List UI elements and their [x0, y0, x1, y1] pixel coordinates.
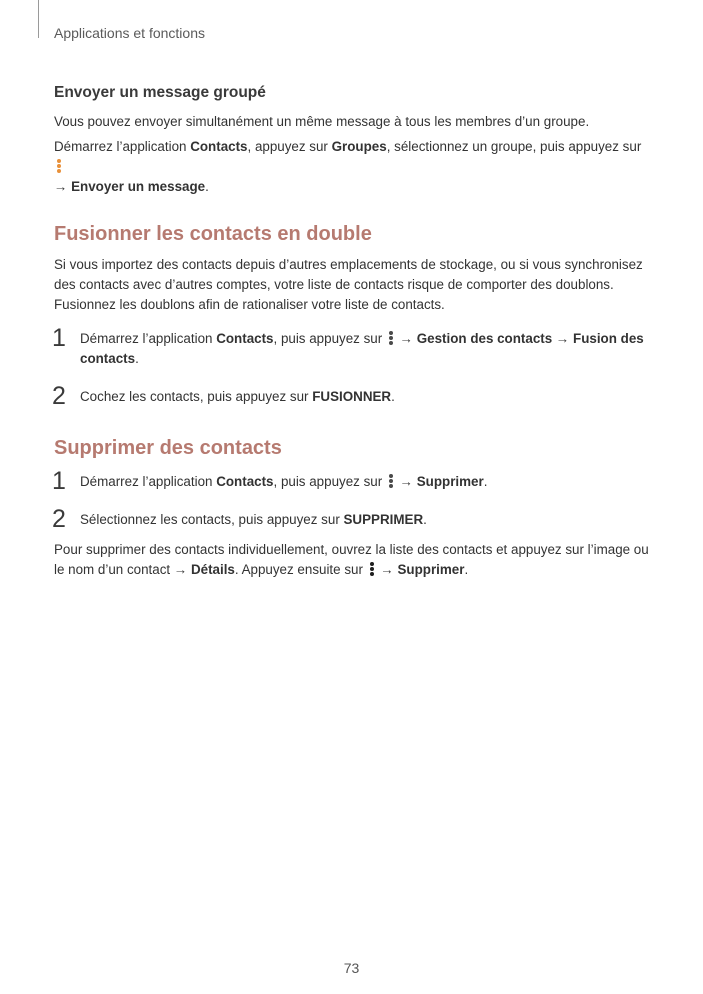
- merge-step-2: [52, 382, 654, 410]
- contacts-label: Contacts: [216, 331, 274, 346]
- more-options-icon: [57, 159, 61, 173]
- header-rule: [38, 0, 39, 38]
- merge-section-heading: Fusionner les contacts en double: [54, 223, 372, 245]
- text: . Appuyez ensuite sur: [234, 562, 367, 577]
- merge-step-1: [52, 324, 654, 369]
- text: .: [423, 512, 427, 527]
- text: .: [483, 474, 488, 489]
- gestion-label: Gestion des contacts: [416, 331, 553, 346]
- details-label: Détails: [190, 562, 235, 577]
- merge-intro: Si vous importez des contacts depuis d’autres emplacements de stockage, ou si vous synchronisez des contacts avec d’autres comptes, votre liste de contacts risque de comporter des doublons. Fusionnez les doublons afin de rationaliser votre liste de contacts.: [54, 257, 643, 312]
- text: .: [135, 351, 139, 366]
- fusion-label: Fusion des contacts: [80, 331, 644, 366]
- text: , appuyez sur: [247, 139, 332, 154]
- more-options-icon: [389, 331, 393, 345]
- step-number: 2: [52, 505, 66, 533]
- more-options-icon: [389, 474, 393, 488]
- text: Sélectionnez les contacts, puis appuyez sur: [80, 512, 344, 527]
- delete-step-1: [52, 467, 654, 495]
- text: Pour supprimer des contacts individuellement, ouvrez la liste des contacts et appuyez sur l’image ou le nom d’un contact: [54, 542, 649, 577]
- step-number: 1: [52, 324, 66, 352]
- arrow: →: [395, 474, 417, 489]
- group-message-heading: Envoyer un message groupé: [54, 84, 266, 101]
- more-options-icon: [370, 562, 374, 576]
- arrow: →: [54, 179, 72, 194]
- contacts-label: Contacts: [190, 139, 248, 154]
- delete-section-heading: Supprimer des contacts: [54, 437, 282, 459]
- text: , puis appuyez sur: [273, 331, 386, 346]
- step-text: [80, 387, 654, 407]
- text: Démarrez l’application: [54, 139, 191, 154]
- page-number: 73: [343, 960, 360, 976]
- step-number: 2: [52, 382, 66, 410]
- contacts-label: Contacts: [216, 474, 274, 489]
- arrow: →: [173, 562, 191, 577]
- step-number: 1: [52, 467, 66, 495]
- step-text: [80, 510, 654, 530]
- group-message-instructions: [54, 137, 654, 197]
- text: .: [205, 179, 209, 194]
- text: .: [391, 389, 395, 404]
- arrow: →: [395, 331, 417, 346]
- fusionner-label: FUSIONNER: [312, 389, 392, 404]
- supprimer-label: Supprimer: [416, 474, 484, 489]
- text: , sélectionnez un groupe, puis appuyez sur: [386, 139, 642, 154]
- text: Cochez les contacts, puis appuyez sur: [80, 389, 313, 404]
- step-text: [80, 329, 654, 369]
- arrow: →: [552, 331, 574, 346]
- text: Démarrez l’application: [80, 331, 217, 346]
- arrow: →: [376, 562, 398, 577]
- step-text: [80, 472, 654, 492]
- groupes-label: Groupes: [331, 139, 387, 154]
- text: Démarrez l’application: [80, 474, 217, 489]
- supprimer-label: Supprimer: [397, 562, 465, 577]
- page-header-title: Applications et fonctions: [54, 25, 205, 41]
- group-message-intro: Vous pouvez envoyer simultanément un même message à tous les membres d’un groupe.: [54, 114, 590, 129]
- text: , puis appuyez sur: [273, 474, 386, 489]
- delete-step-2: [52, 505, 654, 533]
- supprimer-button-label: SUPPRIMER: [343, 512, 424, 527]
- envoyer-label: Envoyer un message: [71, 179, 206, 194]
- text: .: [464, 562, 469, 577]
- page-content: [54, 84, 654, 580]
- delete-note: [54, 540, 654, 580]
